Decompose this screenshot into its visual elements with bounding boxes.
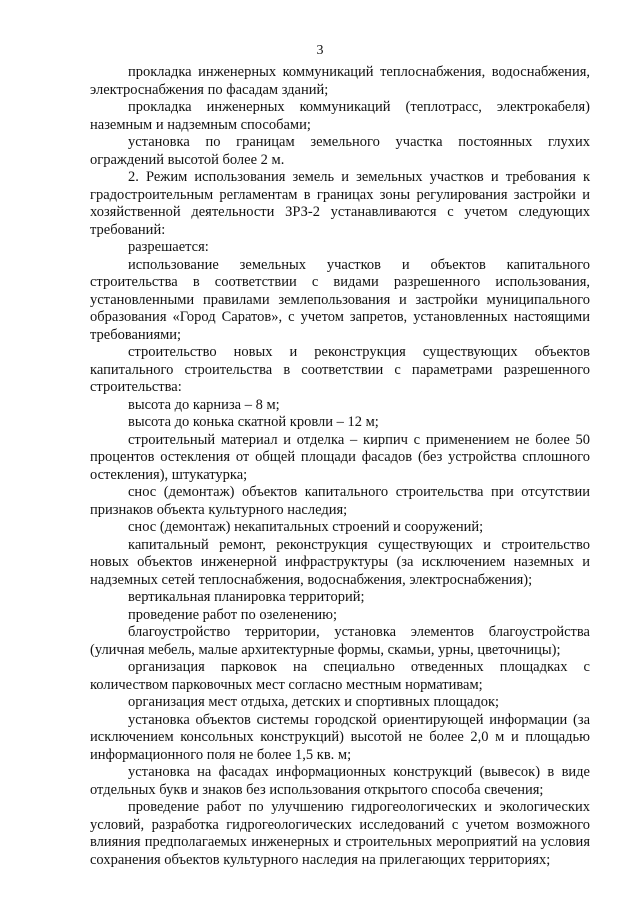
paragraph: использование земельных участков и объектов капитального строительства в соответствии с видами разрешенного использования, установленными правилами землепользования и застройки муниципального образования «Город Саратов», с учетом запретов, установленных настоящими требованиями; [90, 256, 590, 343]
document-body [90, 64, 590, 869]
paragraph: благоустройство территории, установка элементов благоустройства (уличная мебель, малые архитектурные формы, скамьи, урны, цветочницы); [90, 624, 590, 658]
paragraph: снос (демонтаж) некапитальных строений и сооружений; [128, 519, 484, 535]
paragraph: установка по границам земельного участка постоянных глухих ограждений высотой более 2 м. [90, 134, 590, 168]
paragraph: разрешается: [128, 239, 209, 255]
paragraph: установка на фасадах информационных конструкций (вывесок) в виде отдельных букв и знаков без использования открытого способа свечения; [90, 764, 590, 798]
paragraph: снос (демонтаж) объектов капитального строительства при отсутствии признаков объекта культурного наследия; [90, 484, 590, 518]
paragraph: капитальный ремонт, реконструкция существующих и строительство новых объектов инженерной инфраструктуры (за исключением наземных и надземных сетей теплоснабжения, водоснабжения, электроснабжения); [90, 536, 590, 588]
page-number: 3 [316, 43, 324, 58]
paragraph: проведение работ по озеленению; [128, 606, 338, 623]
paragraph: 2. Режим использования земель и земельных участков и требования к градостроительным регламентам в границах зоны регулирования застройки и хозяйственной деятельности ЗРЗ-2 устанавливаются с учетом следующих требований: [90, 169, 590, 238]
paragraph: вертикальная планировка территорий; [128, 589, 365, 605]
paragraph: строительство новых и реконструкция существующих объектов капитального строительства в соответствии с параметрами разрешенного строительства: [90, 344, 590, 395]
paragraph: проведение работ по улучшению гидрогеологических и экологических условий, разработка гидрогеологических исследований с учетом возможного влияния предполагаемых инженерных и строительных мероприятий на условия сохранения объектов культурного наследия на прилегающих территориях; [90, 799, 590, 868]
paragraph: установка объектов системы городской ориентирующей информации (за исключением консольных конструкций) высотой не более 2,0 м и площадью информационного поля не более 1,5 кв. м; [90, 711, 590, 763]
paragraph: прокладка инженерных коммуникаций (теплотрасс, электрокабеля) наземным и надземным способами; [90, 99, 590, 133]
paragraph: высота до конька скатной кровли – 12 м; [128, 414, 379, 430]
paragraph: высота до карниза – 8 м; [128, 396, 280, 413]
paragraph: организация мест отдыха, детских и спортивных площадок; [128, 694, 500, 710]
paragraph: организация парковок на специально отведенных площадках с количеством парковочных мест согласно местным нормативам; [90, 659, 590, 693]
paragraph: строительный материал и отделка – кирпич с применением не более 50 процентов остекления от общей площади фасадов (без устройства сплошного остекления), штукатурка; [90, 431, 590, 483]
paragraph: прокладка инженерных коммуникаций теплоснабжения, водоснабжения, электроснабжения по фасадам зданий; [90, 64, 590, 98]
